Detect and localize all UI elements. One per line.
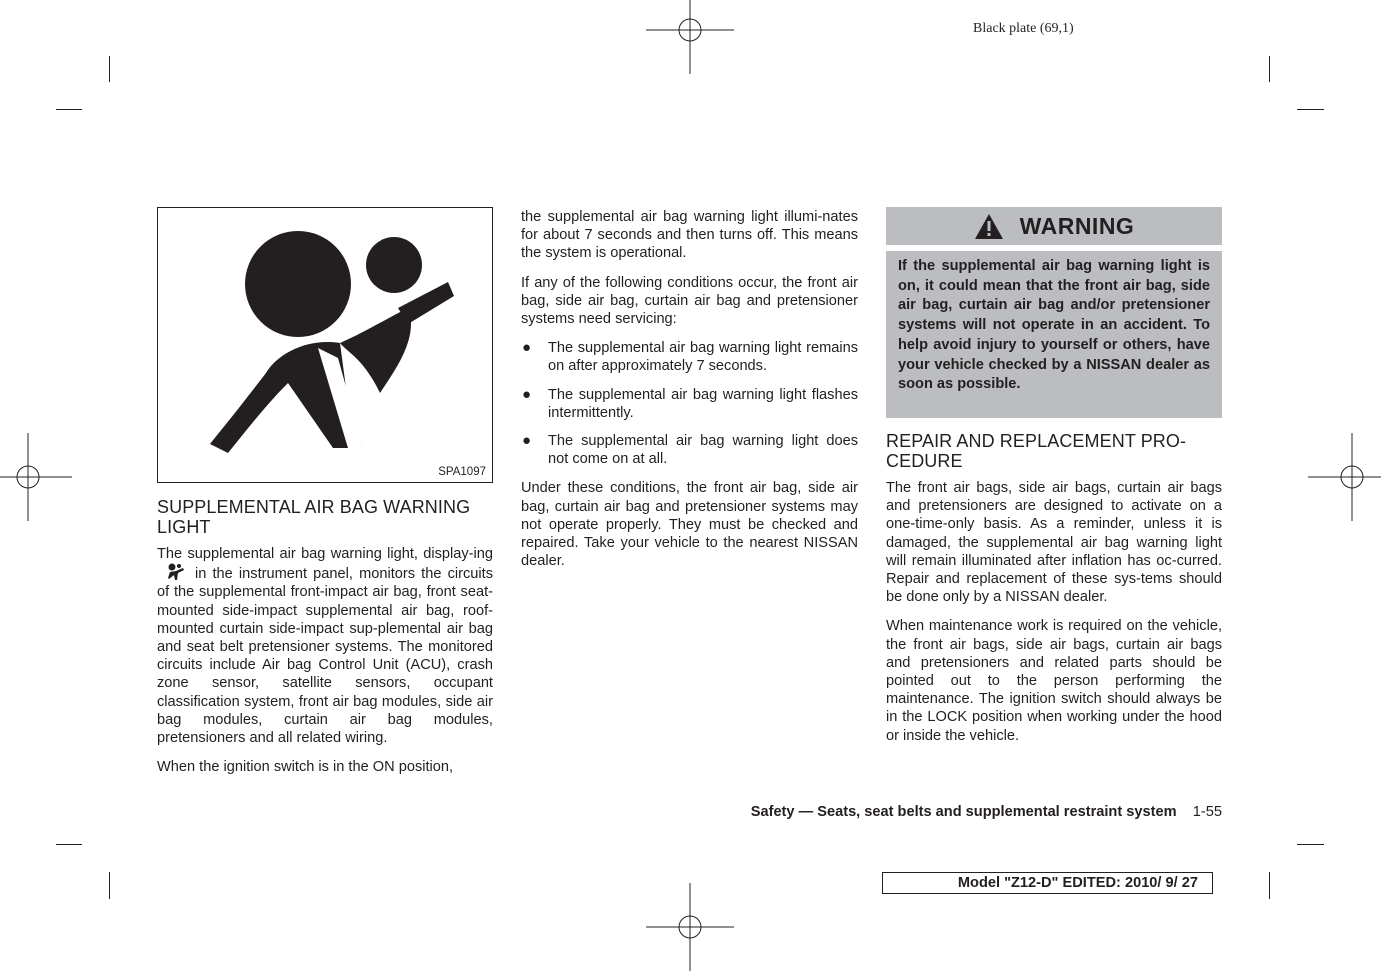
section-heading-airbag-light: SUPPLEMENTAL AIR BAG WARNING LIGHT bbox=[157, 497, 471, 537]
paragraph bbox=[157, 545, 493, 747]
airbag-symbol-icon bbox=[165, 563, 187, 581]
registration-mark-bottom bbox=[646, 883, 734, 971]
middle-column bbox=[521, 208, 858, 581]
paragraph-text: The supplemental air bag warning light, display-ing bbox=[157, 546, 493, 562]
footer-section: Safety — Seats, seat belts and supplemental restraint system bbox=[750, 804, 1177, 820]
paragraph: the supplemental air bag warning light illumi-nates for about 7 seconds and then turns off. This means the system is operational. bbox=[521, 209, 858, 262]
warning-body: If the supplemental air bag warning light is on, it could mean that the front air bag, side air bag, curtain air bag and/or pretensioner systems will not operate in an accident. To help avoid injury to yourself or others, have your vehicle checked by a NISSAN dealer as soon as possible. bbox=[886, 251, 1222, 418]
figure-code: SPA1097 bbox=[438, 466, 486, 478]
warning-header bbox=[886, 207, 1222, 245]
list-item bbox=[521, 339, 858, 375]
airbag-warning-icon bbox=[158, 208, 492, 482]
plate-label: Black plate (69,1) bbox=[973, 21, 1074, 36]
paragraph: Under these conditions, the front air bag, side air bag, curtain air bag and pretensioner systems may not operate properly. They must be checked and repaired. Take your vehicle to the nearest NISSAN dealer. bbox=[521, 480, 858, 570]
paragraph-text: in the instrument panel, monitors the circuits of the supplemental front-impact air bag, front seat-mounted side-impact supplemental air bag, roof-mounted curtain side-impact sup-plemental air bag and seat belt pretensioner systems. The monitored circuits include Air bag Control Unit (ACU), crash zone sensor, satellite sensors, occupant classification system, front air bag modules, side air bag modules, curtain air bag modules, pretensioners and all related wiring. bbox=[157, 566, 493, 747]
airbag-figure bbox=[157, 207, 493, 483]
bullet-icon: ● bbox=[522, 339, 532, 357]
page-number: 1-55 bbox=[1192, 804, 1222, 820]
page-footer bbox=[600, 804, 1222, 820]
bullet-icon: ● bbox=[522, 385, 532, 403]
paragraph: The front air bags, side air bags, curtain air bags and pretensioners are designed to activate on a one-time-only basis. As a reminder, unless it is damaged, the supplemental air bag warning light will remain illuminated after inflation has oc-curred. Repair and replacement of these sys-tems should be done only by a NISSAN dealer. bbox=[886, 480, 1222, 606]
list-item bbox=[521, 386, 858, 422]
list-item-text: The supplemental air bag warning light flashes intermittently. bbox=[548, 386, 858, 421]
paragraph: When the ignition switch is in the ON position, bbox=[157, 759, 454, 776]
right-column bbox=[886, 431, 1222, 756]
registration-mark-left bbox=[0, 433, 72, 521]
registration-mark-right bbox=[1308, 433, 1381, 521]
bullet-icon: ● bbox=[522, 432, 532, 450]
registration-mark-top bbox=[646, 0, 734, 74]
list-item bbox=[521, 432, 858, 468]
warning-triangle-icon bbox=[974, 213, 1004, 240]
model-box: Model "Z12-D" EDITED: 2010/ 9/ 27 bbox=[882, 872, 1213, 894]
list-item-text: The supplemental air bag warning light does not come on at all. bbox=[548, 433, 858, 468]
warning-title: WARNING bbox=[1019, 212, 1135, 239]
paragraph: When maintenance work is required on the vehicle, the front air bags, side air bags, curtain air bags and pretensioners and related parts should be pointed out to the person performing the maintenance. The ignition switch should always be in the LOCK position when working under the hood or inside the vehicle. bbox=[886, 618, 1222, 744]
conditions-list bbox=[521, 339, 858, 468]
section-heading-repair: REPAIR AND REPLACEMENT PRO-CEDURE bbox=[886, 431, 1187, 471]
list-item-text: The supplemental air bag warning light remains on after approximately 7 seconds. bbox=[548, 340, 858, 375]
left-column bbox=[157, 497, 493, 787]
paragraph: If any of the following conditions occur, the front air bag, side air bag, curtain air bag and pretensioner systems need servicing: bbox=[521, 274, 858, 328]
